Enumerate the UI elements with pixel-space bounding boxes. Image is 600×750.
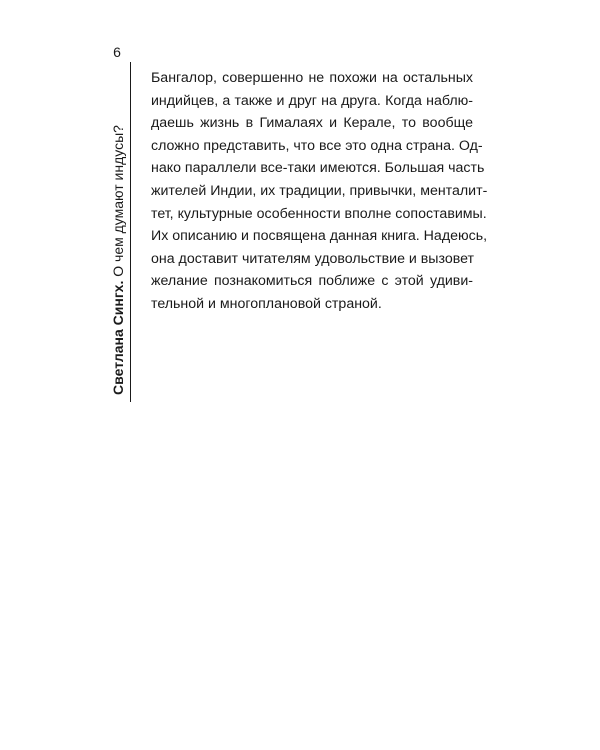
running-head-title: О чем думают индусы? [110,125,126,281]
body-text [151,67,488,316]
vertical-divider [130,62,131,402]
text-line: Бангалор, совершенно не похожи на остальных [151,70,473,86]
text-line: индийцев, а также и друг на друга. Когда наблю- [151,92,473,109]
text-line: желание познакомиться поближе с этой удиви- [151,273,473,290]
running-head-text [111,125,125,395]
text-line: сложно представить, что все это одна страна. Од- [151,137,483,154]
text-line: Их описанию и посвящена данная книга. Надеюсь, [151,228,488,245]
text-line: она доставит читателям удовольствие и вызовет [151,250,475,267]
text-line: жителей Индии, их традиции, привычки, менталит- [151,182,488,199]
text-line: тет, культурные особенности вполне сопоставимы. [151,205,487,222]
text-line: даешь жизнь в Гималаях и Керале, то вообще [151,115,473,132]
page-number: 6 [113,44,121,60]
text-line: нако параллели все-таки имеются. Большая часть [151,160,485,177]
text-line: тельной и многоплановой страной. [151,295,382,312]
running-head-author: Светлана Сингх. [110,280,126,395]
